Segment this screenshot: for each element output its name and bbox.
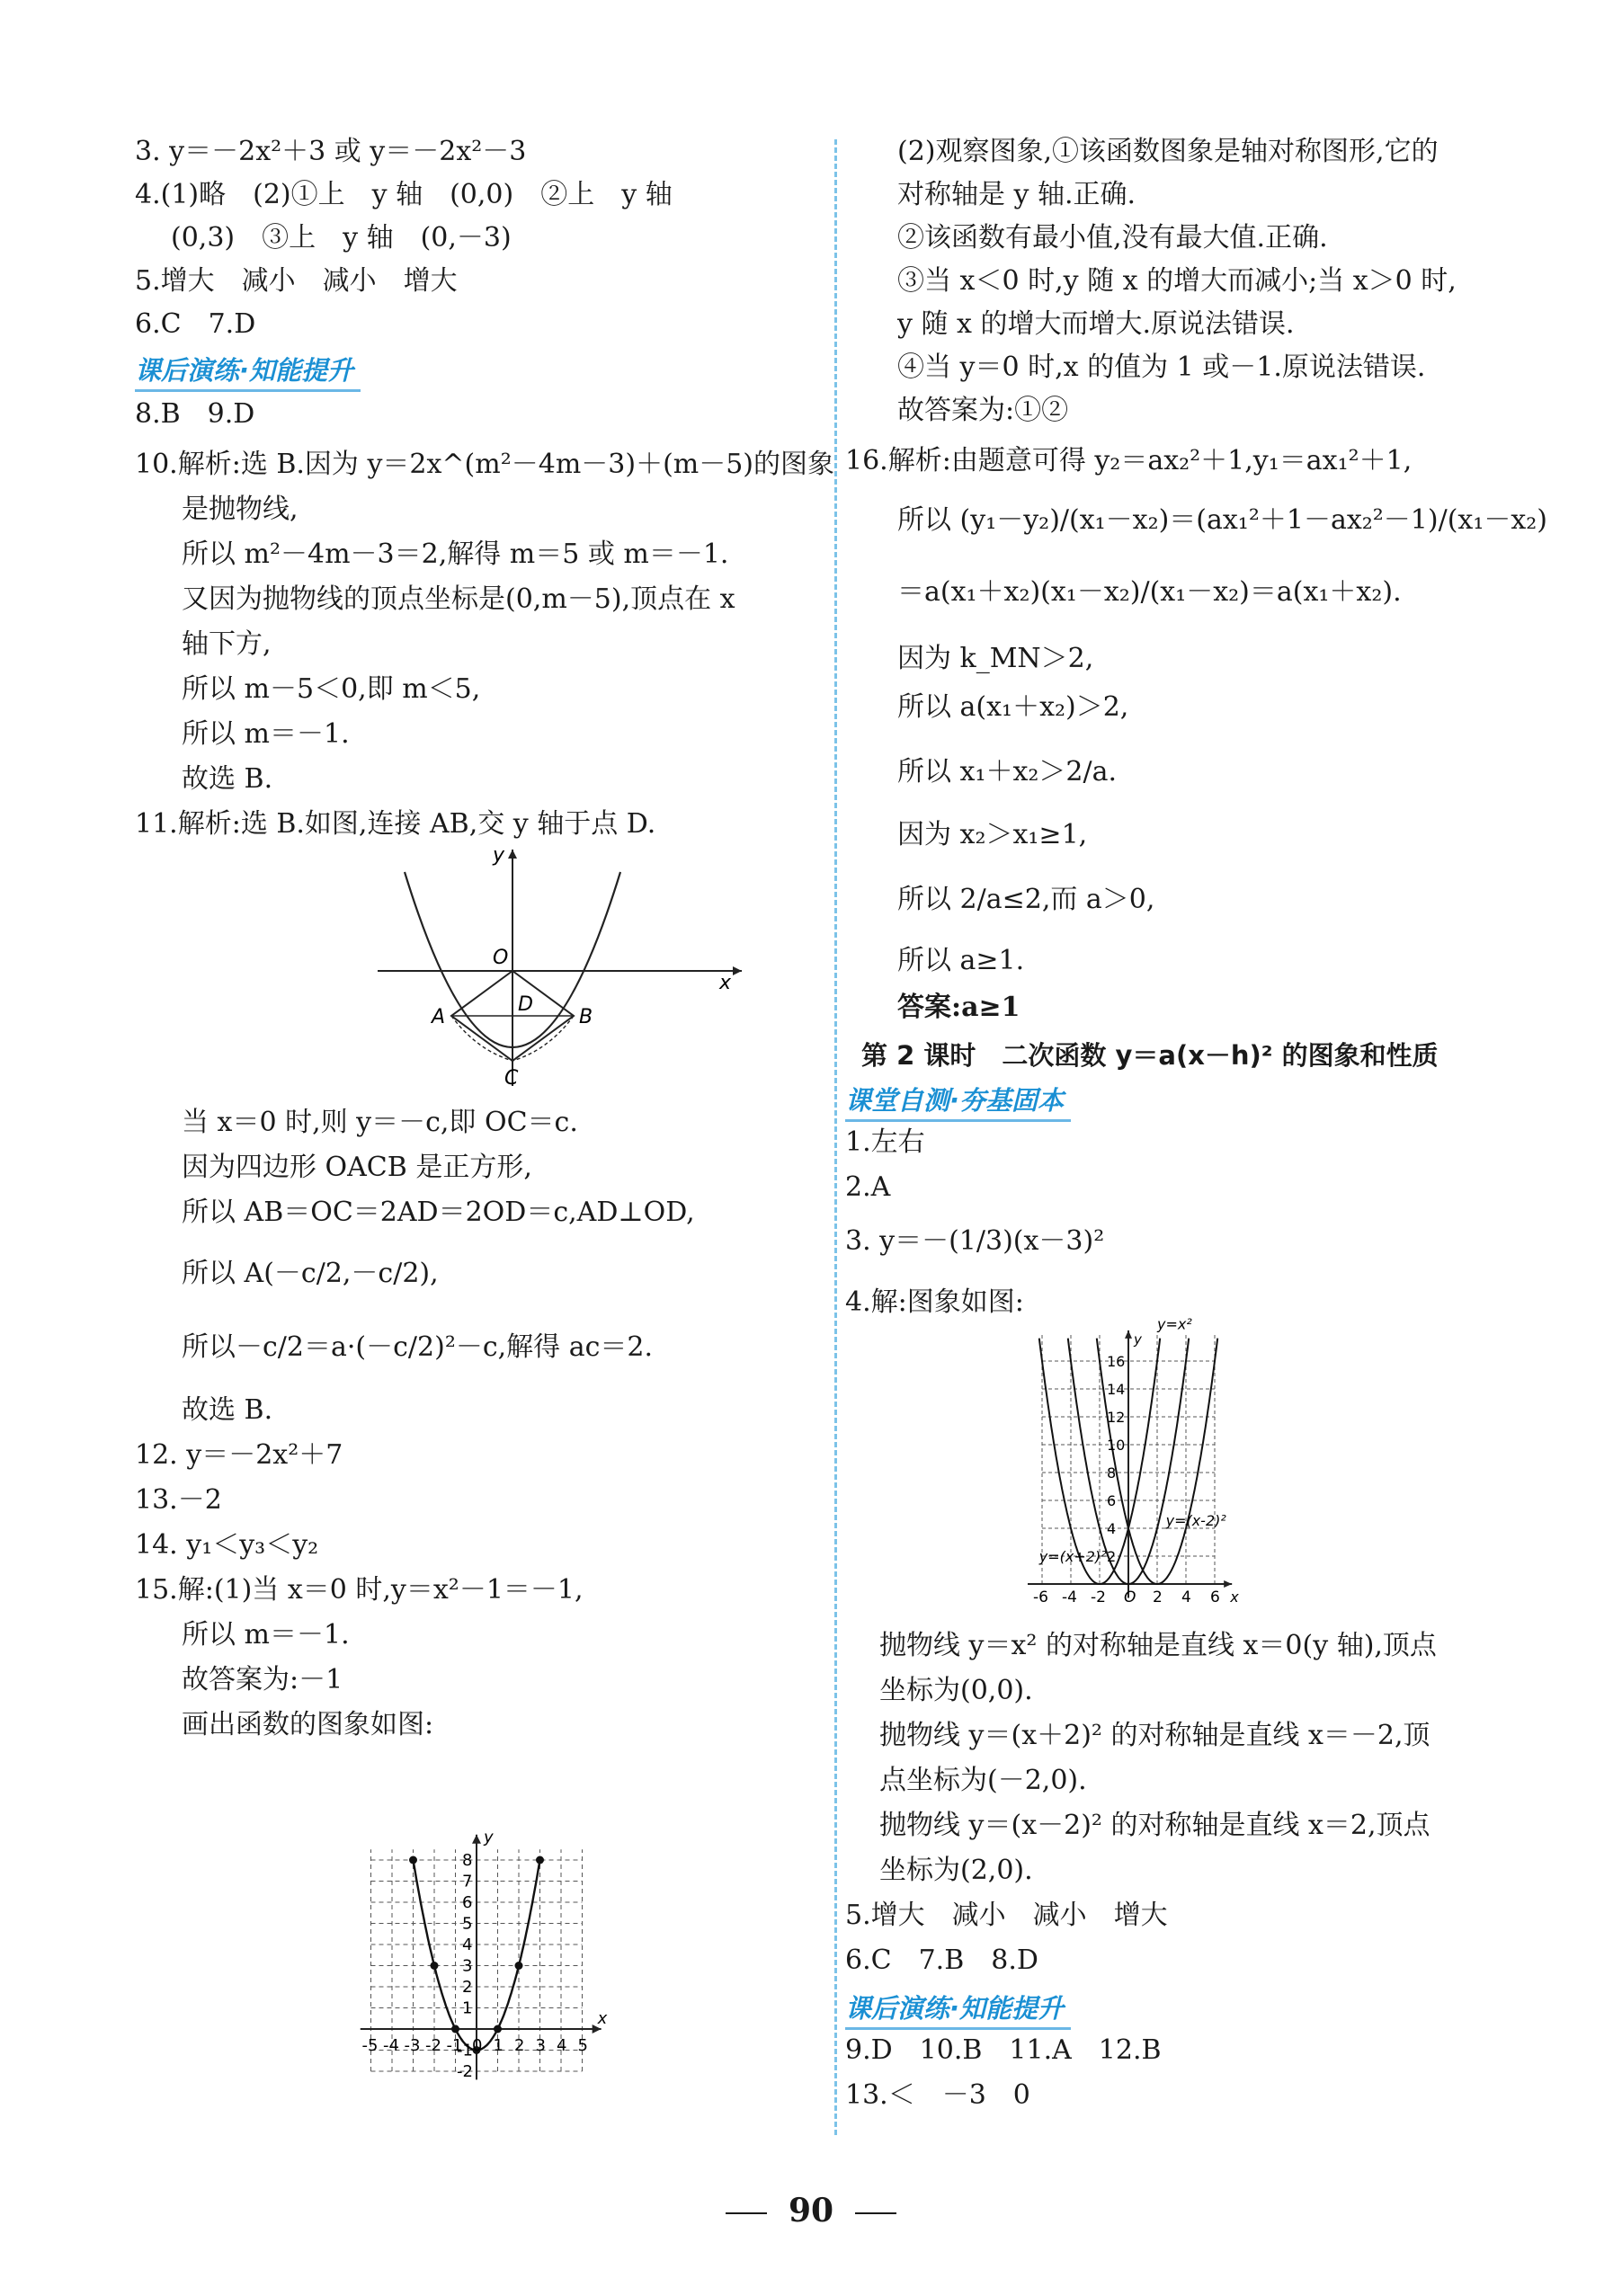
answer-13: 13.－2 [135, 1484, 222, 1516]
r-line5: y 随 x 的增大而增大.原说法错误. [897, 308, 1295, 340]
q10-line7: 所以 m＝－1. [182, 718, 350, 750]
x-tick-label: -4 [383, 2036, 399, 2055]
y-tick-label: 7 [462, 1872, 473, 1891]
q16-line3: ＝a(x₁＋x₂)(x₁－x₂)/(x₁－x₂)＝a(x₁＋x₂). [897, 576, 1402, 608]
y-axis-label: y [484, 1828, 494, 1847]
x-tick-label: 3 [535, 2036, 546, 2055]
x-tick-label: -3 [404, 2036, 421, 2055]
b-line11: 5.增大 减小 减小 增大 [845, 1900, 1168, 1931]
y-axis-label: y [1134, 1330, 1142, 1348]
plot-point [515, 1962, 523, 1970]
y-tick-label: 12 [1107, 1409, 1126, 1426]
q11-line1: 11.解析:选 B.如图,连接 AB,交 y 轴于点 D. [135, 808, 656, 840]
grid-parabola-figure [288, 1749, 665, 2108]
q16-line4: 因为 k_MN＞2, [897, 643, 1094, 674]
fig1-c-label: C [504, 1067, 519, 1090]
section-heading-1: 课堂自测·夯基固本 [845, 1081, 1071, 1122]
plot-point [431, 1962, 439, 1970]
q10-line3: 所以 m²－4m－3＝2,解得 m＝5 或 m＝－1. [182, 538, 729, 570]
q11-line2: 当 x＝0 时,则 y＝－c,即 OC＝c. [182, 1107, 578, 1138]
b-line7: 抛物线 y＝(x＋2)² 的对称轴是直线 x＝－2,顶 [879, 1720, 1430, 1751]
three-parabolas-figure [1033, 1315, 1308, 1618]
plot-point [536, 1856, 544, 1864]
q10-line6: 所以 m－5＜0,即 m＜5, [182, 673, 481, 705]
x-tick-label: 6 [1210, 1589, 1220, 1606]
y-tick-label: 16 [1107, 1353, 1126, 1370]
x-tick-label: 5 [577, 2036, 588, 2055]
q15-line2: 所以 m＝－1. [182, 1619, 350, 1651]
r-line3: ②该函数有最小值,没有最大值.正确. [897, 222, 1328, 254]
r-line2: 对称轴是 y 轴.正确. [897, 179, 1136, 210]
b-line8: 点坐标为(－2,0). [879, 1765, 1087, 1796]
y-tick-label: 10 [1107, 1437, 1126, 1454]
answer-6: 6.C 7.D [135, 308, 256, 340]
page-number-dash-left [726, 2212, 767, 2214]
plot-point [409, 1856, 417, 1864]
x-tick-label: 4 [1181, 1589, 1191, 1606]
x-tick-label: -2 [425, 2036, 441, 2055]
q15-line1: 15.解:(1)当 x＝0 时,y＝x²－1＝－1, [135, 1574, 584, 1606]
page-number [0, 2192, 1622, 2229]
q16-line1: 16.解析:由题意可得 y₂＝ax₂²＋1,y₁＝ax₁²＋1, [845, 445, 1413, 476]
q10-line1: 10.解析:选 B.因为 y＝2x^(m²－4m－3)＋(m－5)的图象 [135, 449, 835, 480]
plot-point [494, 2025, 502, 2033]
page-number-text: 90 [788, 2192, 834, 2229]
label-y-xplus2: y=(x+2)² [1038, 1548, 1107, 1566]
q10-line4: 又因为抛物线的顶点坐标是(0,m－5),顶点在 x [182, 583, 735, 615]
x-tick-label: O [1124, 1589, 1136, 1606]
q11-line3: 因为四边形 OACB 是正方形, [182, 1152, 532, 1183]
y-tick-label: 6 [1107, 1492, 1117, 1509]
plot-point [451, 2025, 459, 2033]
r-line4: ③当 x＜0 时,y 随 x 的增大而减小;当 x＞0 时, [897, 265, 1457, 297]
x-tick-label: -2 [1091, 1589, 1106, 1606]
y-axis-arrow [472, 1835, 481, 1844]
b-line5: 抛物线 y＝x² 的对称轴是直线 x＝0(y 轴),顶点 [879, 1630, 1437, 1661]
x-tick-label: -5 [361, 2036, 379, 2055]
y-tick-label: 6 [462, 1893, 473, 1912]
y-tick-label: 8 [1107, 1464, 1117, 1482]
q16-line6: 所以 x₁＋x₂＞2/a. [897, 756, 1118, 788]
fig1-b-label: B [579, 1006, 593, 1028]
q16-line8: 所以 2/a≤2,而 a＞0, [897, 884, 1155, 915]
page-number-dash-right [855, 2212, 896, 2214]
column-divider [834, 139, 837, 2135]
fig1-x-label: x [719, 972, 732, 994]
q16-line9: 所以 a≥1. [897, 945, 1025, 976]
x-tick-label: 2 [514, 2036, 525, 2055]
b-line6: 坐标为(0,0). [879, 1675, 1033, 1706]
q11-line7: 故选 B. [182, 1394, 273, 1426]
b-line14: 13.＜ －3 0 [845, 2079, 1030, 2111]
q16-line5: 所以 a(x₁＋x₂)＞2, [897, 691, 1129, 723]
y-tick-label: -2 [457, 2062, 473, 2081]
x-tick-label: -4 [1062, 1589, 1077, 1606]
y-axis-arrow [1125, 1330, 1132, 1339]
square-parabola-figure [378, 845, 746, 1088]
q15-line3: 故答案为:－1 [182, 1664, 343, 1695]
q11-line4: 所以 AB＝OC＝2AD＝2OD＝c,AD⊥OD, [182, 1197, 695, 1228]
x-tick-label: 4 [557, 2036, 567, 2055]
q16-answer: 答案:a≥1 [897, 992, 1020, 1023]
q15-line4: 画出函数的图象如图: [182, 1709, 434, 1740]
y-tick-label: 14 [1107, 1381, 1126, 1398]
answer-5: 5.增大 减小 减小 增大 [135, 265, 458, 297]
x-tick-label: -1 [446, 2036, 463, 2055]
q16-line2: 所以 (y₁－y₂)/(x₁－x₂)＝(ax₁²＋1－ax₂²－1)/(x₁－x₂) [897, 504, 1548, 536]
q10-line5: 轴下方, [182, 628, 272, 660]
answer-4b: (0,3) ③上 y 轴 (0,－3) [171, 222, 512, 254]
q16-line7: 因为 x₂＞x₁≥1, [897, 819, 1088, 850]
q11-line5: 所以 A(－c/2,－c/2), [182, 1258, 439, 1289]
b-line9: 抛物线 y＝(x－2)² 的对称轴是直线 x＝2,顶点 [879, 1810, 1430, 1841]
b-line2: 2.A [845, 1171, 891, 1203]
fig1-a-label: A [432, 1006, 446, 1028]
y-tick-label: 1 [462, 1998, 473, 2018]
answer-4a: 4.(1)略 (2)①上 y 轴 (0,0) ②上 y 轴 [135, 179, 673, 210]
b-line4: 4.解:图象如图: [845, 1286, 1024, 1318]
fig1-d-label: D [518, 993, 533, 1016]
label-y-x2: y=x² [1157, 1315, 1192, 1333]
y-tick-label: -1 [457, 2041, 473, 2060]
r-line1: (2)观察图象,①该函数图象是轴对称图形,它的 [897, 136, 1439, 167]
y-tick-label: 8 [462, 1851, 473, 1870]
y-tick-label: 4 [462, 1936, 473, 1954]
b-line12: 6.C 7.B 8.D [845, 1944, 1038, 1976]
r-line6: ④当 y＝0 时,x 的值为 1 或－1.原说法错误. [897, 352, 1426, 383]
answer-14: 14. y₁＜y₃＜y₂ [135, 1529, 319, 1561]
b-line13: 9.D 10.B 11.A 12.B [845, 2034, 1162, 2066]
x-axis-label: x [597, 2009, 608, 2028]
fig1-o-label: O [493, 947, 509, 969]
label-y-xminus2: y=(x-2)² [1165, 1511, 1226, 1529]
lesson-title: 第 2 课时 二次函数 y＝a(x－h)² 的图象和性质 [861, 1040, 1439, 1071]
x-tick-label: 0 [472, 2036, 483, 2055]
y-tick-label: 3 [462, 1956, 473, 1976]
answer-3: 3. y＝－2x²＋3 或 y＝－2x²－3 [135, 136, 527, 167]
q10-line8: 故选 B. [182, 763, 273, 795]
q10-line2: 是抛物线, [182, 494, 299, 525]
y-tick-label: 2 [462, 1978, 473, 1997]
fig1-y-label: y [493, 844, 505, 867]
answer-8: 8.B 9.D [135, 398, 255, 430]
section-heading: 课后演练·知能提升 [135, 351, 361, 392]
q11-line6: 所以－c/2＝a·(－c/2)²－c,解得 ac＝2. [182, 1331, 654, 1363]
b-line3: 3. y＝－(1/3)(x－3)² [845, 1225, 1105, 1257]
b-line10: 坐标为(2,0). [879, 1855, 1033, 1886]
section-heading-2: 课后演练·知能提升 [845, 1989, 1071, 2030]
r-line7: 故答案为:①② [897, 395, 1069, 426]
x-axis-arrow [1224, 1580, 1232, 1588]
x-tick-label: -6 [1033, 1589, 1048, 1606]
y-tick-label: 4 [1107, 1520, 1117, 1537]
b-line1: 1.左右 [845, 1126, 925, 1158]
x-axis-label: x [1230, 1589, 1239, 1606]
y-tick-label: 5 [462, 1914, 473, 1934]
answer-12: 12. y＝－2x²＋7 [135, 1439, 343, 1471]
x-tick-label: 1 [493, 2036, 504, 2055]
x-tick-label: 2 [1153, 1589, 1163, 1606]
y-tick-label: 2 [1107, 1548, 1117, 1565]
